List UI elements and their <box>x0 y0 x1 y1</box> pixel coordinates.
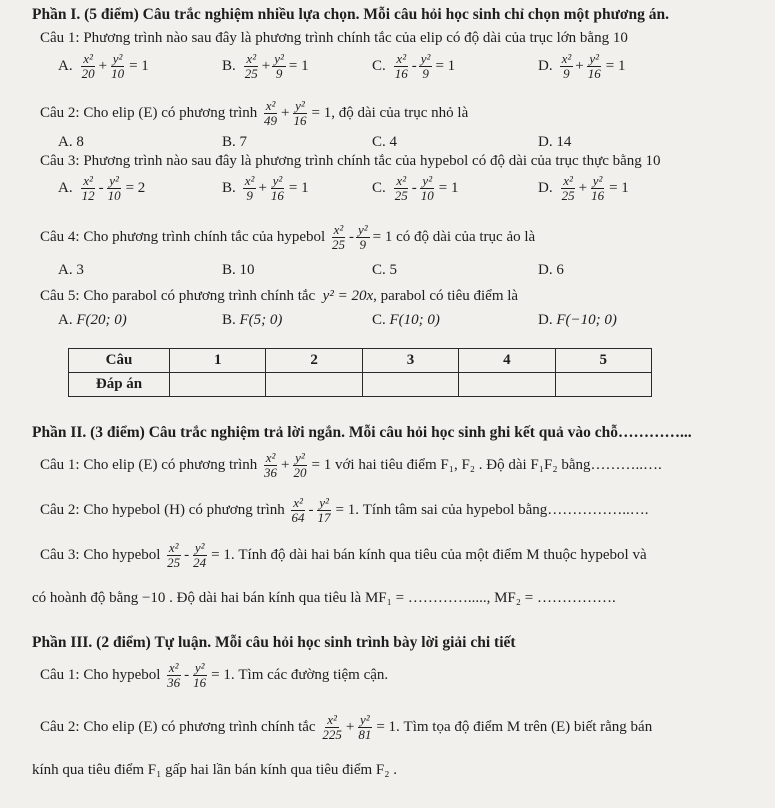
equation-operator: + <box>258 180 267 196</box>
fraction <box>560 174 577 203</box>
fraction-denominator: 10 <box>420 188 434 203</box>
fraction-denominator: 16 <box>193 675 207 690</box>
fraction-numerator: y² <box>359 712 370 727</box>
fraction-denominator: 9 <box>275 66 283 81</box>
part1-q2-option-c: C. 4 <box>372 134 398 150</box>
fraction <box>393 52 410 81</box>
answer-table-header-cell: 5 <box>555 349 651 373</box>
part2-q3-text <box>40 540 647 570</box>
equation-operator: + <box>578 180 588 196</box>
fraction-numerator: y² <box>589 51 600 66</box>
equation-operator: - <box>348 229 354 245</box>
part1-q5-option-b: B. F(5; 0) <box>222 312 283 328</box>
fraction <box>586 52 603 81</box>
fraction-denominator: 12 <box>81 188 95 203</box>
part2-q2-equation <box>289 495 359 525</box>
fraction-numerator: x² <box>561 51 572 66</box>
answer-cell[interactable] <box>555 373 651 397</box>
equation-operator: + <box>281 457 290 473</box>
fraction-numerator: y² <box>274 51 284 66</box>
part2-q3-suffix: Tính độ dài hai bán kính qua tiêu của một điểm M thuộc hypebol và <box>238 546 647 563</box>
answer-table-header-cell: 4 <box>459 349 555 373</box>
fraction-denominator: 20 <box>293 465 307 480</box>
equation-operator: - <box>308 502 314 518</box>
part2-q2-text <box>40 495 649 525</box>
part2-q2-suffix: Tính tâm sai của hypebol bằng……………..…. <box>362 501 649 518</box>
fraction-denominator: 9 <box>422 66 429 81</box>
answer-table-header-row <box>69 349 652 373</box>
option-label: D. <box>538 180 553 196</box>
fraction-denominator: 25 <box>331 237 345 252</box>
equation-rhs: = 1. <box>376 719 400 735</box>
part2-q3-prefix: Câu 3: Cho hypebol <box>40 546 161 563</box>
answer-table-answer-row <box>69 373 652 397</box>
equation-rhs: = 1 <box>438 180 459 196</box>
equation <box>58 174 145 203</box>
part1-q5-option-c: C. F(10; 0) <box>372 312 440 328</box>
fraction <box>191 541 208 570</box>
equation-operator: - <box>184 667 190 683</box>
part2-q1-equation <box>261 450 331 480</box>
equation <box>372 52 455 81</box>
equation-operator: + <box>345 719 355 735</box>
part1-q3-option-c <box>372 174 458 203</box>
fraction-denominator: 9 <box>359 237 367 252</box>
fraction-numerator: y² <box>295 450 305 465</box>
fraction-numerator: y² <box>295 98 305 113</box>
equation-rhs: = 1 <box>605 58 626 74</box>
fraction <box>292 451 309 480</box>
fraction <box>292 99 309 128</box>
fraction <box>290 496 307 525</box>
fraction-numerator: x² <box>563 173 573 188</box>
fraction <box>272 52 286 81</box>
fraction-numerator: x² <box>244 173 255 188</box>
fraction-denominator: 25 <box>167 555 181 570</box>
part1-q4-prefix: Câu 4: Cho phương trình chính tắc của hypebol <box>40 228 326 245</box>
answer-table <box>68 348 652 397</box>
equation-operator: - <box>411 58 417 74</box>
part3-q2-suffix: Tìm tọa độ điểm M trên (E) biết rằng bán <box>403 718 653 735</box>
fraction-denominator: 24 <box>193 555 207 570</box>
part2-q2-prefix: Câu 2: Cho hypebol (H) có phương trình <box>40 501 285 518</box>
part1-q1-option-b <box>222 52 309 81</box>
fraction <box>165 661 182 690</box>
part3-q1-suffix: Tìm các đường tiệm cận. <box>238 666 389 683</box>
answer-table-header-cell: 1 <box>170 349 266 373</box>
fraction-numerator: y² <box>319 495 329 510</box>
equation <box>164 541 234 570</box>
part1-q3-option-d <box>538 174 629 203</box>
option-label: A. <box>58 180 73 196</box>
fraction <box>589 174 606 203</box>
fraction-numerator: x² <box>333 222 344 237</box>
fraction-denominator: 9 <box>246 188 253 203</box>
option-label: C. <box>372 58 386 74</box>
equation-operator: + <box>98 58 108 74</box>
fraction-denominator: 9 <box>563 66 570 81</box>
fraction-denominator: 20 <box>81 66 95 81</box>
part3-q2-line2: kính qua tiêu điểm F₁ gấp hai lần bán kính qua tiêu điểm F₂ . <box>32 762 397 778</box>
part2-heading: Phần II. (3 điểm) Câu trắc nghiệm trả lời ngắn. Mỗi câu hỏi học sinh ghi kết quả vào chỗ…………... <box>32 424 692 441</box>
fraction-numerator: y² <box>420 51 431 66</box>
equation <box>261 451 331 480</box>
fraction-numerator: y² <box>272 173 283 188</box>
fraction-denominator: 16 <box>270 188 284 203</box>
equation-rhs: = 1 <box>435 58 456 74</box>
fraction <box>262 451 279 480</box>
equation-operator: - <box>98 180 104 196</box>
fraction-numerator: y² <box>112 51 123 66</box>
equation-rhs: = 1 <box>609 180 629 196</box>
part1-q5-equation: y² = 20x <box>322 288 374 304</box>
equation-operator: + <box>575 58 584 74</box>
answer-cell[interactable] <box>170 373 266 397</box>
fraction <box>560 52 574 81</box>
fraction <box>393 174 410 203</box>
equation-operator: + <box>281 105 290 121</box>
part2-q3-equation <box>164 540 234 570</box>
equation-operator: + <box>261 58 271 74</box>
equation-rhs: = 1. <box>211 547 235 563</box>
part1-q2-option-a: A. 8 <box>58 134 84 150</box>
answer-table-header-cell: 3 <box>362 349 458 373</box>
fraction-numerator: x² <box>293 495 303 510</box>
equation <box>538 52 625 81</box>
option-label: A. <box>58 58 73 74</box>
equation-rhs: = 1, <box>311 105 335 121</box>
fraction-numerator: y² <box>194 660 205 675</box>
fraction-denominator: 81 <box>358 727 372 742</box>
answer-cell[interactable] <box>459 373 555 397</box>
part1-q5-option-a: A. F(20; 0) <box>58 312 127 328</box>
equation <box>58 52 149 81</box>
equation <box>372 174 458 203</box>
equation-rhs: = 1 <box>372 229 393 245</box>
fraction-denominator: 225 <box>322 727 342 742</box>
part2-q1-text <box>40 450 662 480</box>
fraction-denominator: 25 <box>394 188 408 203</box>
fraction-denominator: 36 <box>264 465 278 480</box>
fraction <box>243 174 257 203</box>
fraction-denominator: 36 <box>167 675 181 690</box>
part1-q4-suffix: có độ dài của trục ảo là <box>396 228 536 245</box>
part1-q3-text: Câu 3: Phương trình nào sau đây là phương trình chính tắc của hypebol có độ dài của trục thực bằng 10 <box>40 153 661 169</box>
equation <box>261 99 335 128</box>
fraction-numerator: x² <box>265 450 276 465</box>
option-label: D. <box>538 58 553 74</box>
equation-operator: - <box>411 180 417 196</box>
part3-heading: Phần III. (2 điểm) Tự luận. Mỗi câu hỏi học sinh trình bày lời giải chi tiết <box>32 634 516 651</box>
part1-q1-option-d <box>538 52 625 81</box>
fraction-numerator: y² <box>109 173 119 188</box>
part1-q3-option-b <box>222 174 309 203</box>
fraction-numerator: y² <box>194 540 205 555</box>
equation-operator: - <box>184 547 190 563</box>
fraction-numerator: x² <box>265 98 276 113</box>
equation-rhs: = 2 <box>125 180 146 196</box>
part1-q1-option-a <box>58 52 149 81</box>
fraction-numerator: x² <box>396 173 407 188</box>
fraction-numerator: x² <box>396 51 407 66</box>
part1-q5-prefix: Câu 5: Cho parabol có phương trình chính tắc <box>40 288 316 304</box>
fraction-denominator: 16 <box>591 188 605 203</box>
part1-q2-text <box>40 98 468 128</box>
equation-rhs: = 1 <box>288 58 309 74</box>
fraction <box>419 52 433 81</box>
answer-cell[interactable] <box>362 373 458 397</box>
part1-q4-option-b: B. 10 <box>222 262 255 278</box>
equation <box>164 661 234 690</box>
fraction-numerator: y² <box>422 173 433 188</box>
part1-q1-text: Câu 1: Phương trình nào sau đây là phương trình chính tắc của elip có độ dài của trục lớn bằng 10 <box>40 30 628 46</box>
fraction <box>191 661 208 690</box>
fraction-denominator: 10 <box>107 188 121 203</box>
equation-rhs: = 1. <box>211 667 235 683</box>
part1-heading: Phần I. (5 điểm) Câu trắc nghiệm nhiều lựa chọn. Mỗi câu hỏi học sinh chỉ chọn một phương án. <box>32 6 669 23</box>
fraction <box>320 713 344 742</box>
fraction-numerator: x² <box>168 540 179 555</box>
part3-q1-prefix: Câu 1: Cho hypebol <box>40 666 161 683</box>
fraction <box>80 52 97 81</box>
fraction <box>419 174 436 203</box>
part3-q2-equation <box>319 712 399 742</box>
fraction-numerator: x² <box>327 712 337 727</box>
fraction-denominator: 16 <box>293 113 307 128</box>
fraction-denominator: 16 <box>394 66 408 81</box>
part2-q3-line2: có hoành độ bằng −10 . Độ dài hai bán kính qua tiêu là MF₁ = …………....., MF₂ = ……………. <box>32 590 616 606</box>
part1-q5-text <box>40 288 518 305</box>
equation <box>538 174 629 203</box>
fraction <box>106 174 123 203</box>
answer-table-header-cell: 2 <box>266 349 362 373</box>
equation <box>329 223 392 252</box>
part1-q5-option-d: D. F(−10; 0) <box>538 312 617 328</box>
fraction-numerator: y² <box>357 222 368 237</box>
fraction <box>356 713 373 742</box>
fraction <box>80 174 97 203</box>
part3-q2-text <box>40 712 652 742</box>
equation-rhs: = 1 <box>129 58 149 74</box>
option-label: B. <box>222 180 236 196</box>
answer-cell[interactable] <box>266 373 362 397</box>
fraction-denominator: 17 <box>317 510 331 525</box>
fraction <box>243 52 260 81</box>
equation-rhs: = 1. <box>335 502 360 518</box>
fraction <box>330 223 347 252</box>
part1-q4-text <box>40 222 535 252</box>
equation-rhs: = 1 <box>288 180 309 196</box>
part3-q1-equation <box>164 660 234 690</box>
part1-q4-option-c: C. 5 <box>372 262 398 278</box>
part1-q3-option-a <box>58 174 145 203</box>
part1-q2-prefix: Câu 2: Cho elip (E) có phương trình <box>40 104 258 121</box>
fraction <box>316 496 333 525</box>
equation <box>222 174 309 203</box>
part1-q4-equation <box>329 222 392 252</box>
equation <box>222 52 309 81</box>
fraction <box>262 99 279 128</box>
part2-q1-prefix: Câu 1: Cho elip (E) có phương trình <box>40 456 258 473</box>
fraction <box>109 52 126 81</box>
part1-q2-option-b: B. 7 <box>222 134 248 150</box>
answer-table-header-cell: Câu <box>69 349 170 373</box>
option-label: B. <box>222 58 236 74</box>
equation <box>289 496 359 525</box>
fraction-numerator: x² <box>246 51 257 66</box>
equation <box>319 713 399 742</box>
fraction-denominator: 25 <box>244 66 258 81</box>
answer-table-row-label: Đáp án <box>69 373 170 397</box>
part1-q2-suffix: độ dài của trục nhỏ là <box>338 104 469 121</box>
fraction <box>165 541 182 570</box>
fraction-denominator: 64 <box>291 510 305 525</box>
fraction-numerator: y² <box>592 173 603 188</box>
fraction-denominator: 49 <box>264 113 278 128</box>
fraction-numerator: x² <box>83 51 93 66</box>
fraction-denominator: 10 <box>111 66 125 81</box>
part1-q4-option-a: A. 3 <box>58 262 84 278</box>
fraction <box>269 174 286 203</box>
part1-q4-option-d: D. 6 <box>538 262 564 278</box>
fraction-denominator: 16 <box>587 66 601 81</box>
part1-q2-equation <box>261 98 335 128</box>
part1-q1-option-c <box>372 52 455 81</box>
fraction-denominator: 25 <box>561 188 575 203</box>
part1-q5-suffix: , parabol có tiêu điểm là <box>373 288 519 304</box>
part3-q1-text <box>40 660 388 690</box>
fraction-numerator: x² <box>168 660 179 675</box>
equation-rhs: = 1 <box>311 457 332 473</box>
fraction <box>356 223 370 252</box>
part3-q2-prefix: Câu 2: Cho elip (E) có phương trình chính tắc <box>40 718 316 735</box>
part2-q1-suffix: với hai tiêu điểm F₁, F₂ . Độ dài F₁F₂ bằng………..…. <box>334 456 662 473</box>
fraction-numerator: x² <box>83 173 93 188</box>
option-label: C. <box>372 180 386 196</box>
part1-q2-option-d: D. 14 <box>538 134 572 150</box>
